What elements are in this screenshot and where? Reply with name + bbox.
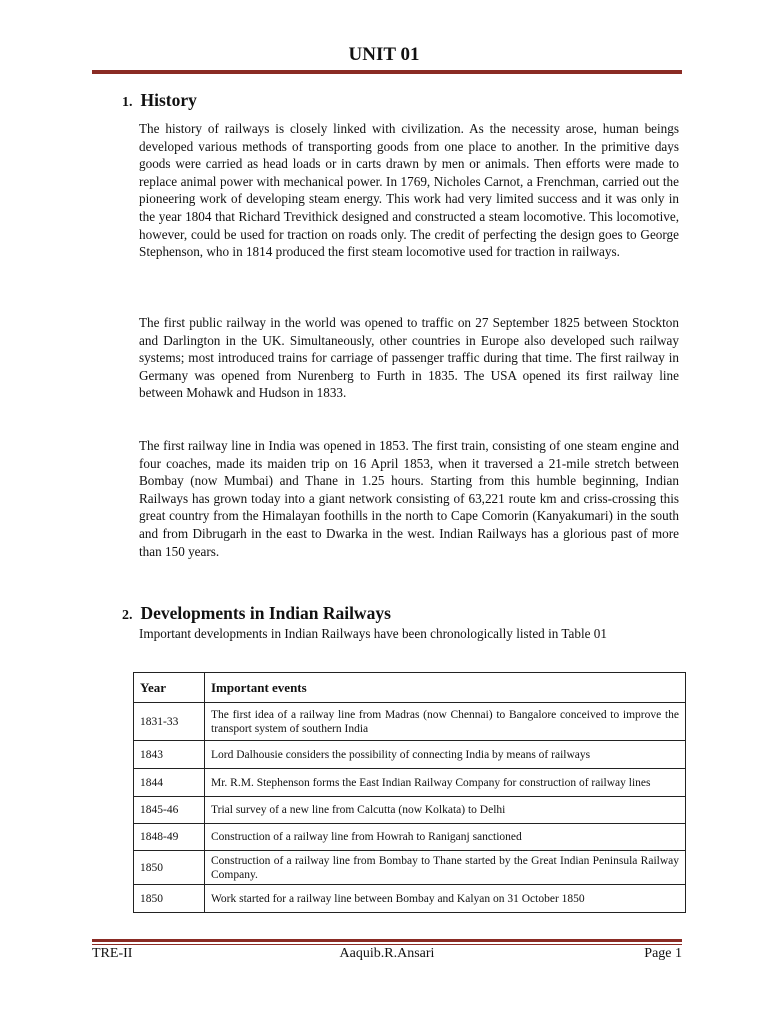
table-cell-year: 1845-46 [134, 797, 205, 824]
table-cell-year: 1844 [134, 769, 205, 797]
page-title: UNIT 01 [348, 44, 420, 65]
section-title: Developments in Indian Railways [140, 603, 391, 623]
table-row [134, 824, 686, 851]
table-cell-year: 1848-49 [134, 824, 205, 851]
section-number: 1. [122, 95, 133, 110]
header-rule [92, 68, 682, 74]
table-header-events: Important events [205, 673, 686, 703]
section-title: History [140, 90, 197, 110]
events-table [133, 672, 686, 913]
developments-intro: Important developments in Indian Railways have been chronologically listed in Table 01 [139, 626, 607, 641]
table-cell-year: 1850 [134, 851, 205, 885]
table-row [134, 885, 686, 913]
section-number: 2. [122, 608, 133, 623]
table-row [134, 703, 686, 741]
footer-course: TRE-II [92, 946, 133, 961]
table-cell-year: 1850 [134, 885, 205, 913]
table-cell-event: Lord Dalhousie considers the possibility of connecting India by means of railways [205, 741, 686, 769]
table-row [134, 769, 686, 797]
table-row [134, 851, 686, 885]
section-heading-history [122, 90, 197, 111]
table-cell-event: Mr. R.M. Stephenson forms the East Indian Railway Company for construction of railway lines [205, 769, 686, 797]
table-cell-year: 1843 [134, 741, 205, 769]
history-paragraph-2: The first public railway in the world was opened to traffic on 27 September 1825 between Stockton and Darlington in the UK. Simultaneously, other countries in Europe also developed such railway systems; most introduced trains for carriage of passenger traffic during that time. The first railway in Germany was opened from Nurenberg to Furth in 1835. The USA opened its first railway line between Mohawk and Hudson in 1833. [139, 315, 679, 401]
footer-page-number: Page 1 [644, 946, 682, 961]
table-header-year: Year [134, 673, 205, 703]
history-paragraph-1: The history of railways is closely linked with civilization. As the necessity arose, human beings developed various methods of transporting goods from one place to another. In the primitive days goods were carried as head loads or in carts drawn by men or animals. Then efforts were made to replace animal power with mechanical power. In 1769, Nicholes Carnot, a Frenchman, carried out the pioneering work of developing steam energy. This work had very limited success and it was only in the year 1804 that Richard Trevithick designed and constructed a steam locomotive. This locomotive, however, could be used for traction on roads only. The credit of perfecting the design goes to George Stephenson, who in 1814 produced the first steam locomotive used for traction in railways. [139, 121, 679, 260]
table-cell-event: Work started for a railway line between Bombay and Kalyan on 31 October 1850 [205, 885, 686, 913]
footer-author: Aaquib.R.Ansari [339, 946, 435, 961]
table-row [134, 741, 686, 769]
table-cell-event: Construction of a railway line from Howrah to Raniganj sanctioned [205, 824, 686, 851]
history-paragraph-3: The first railway line in India was opened in 1853. The first train, consisting of one steam engine and four coaches, made its maiden trip on 16 April 1853, when it traversed a 21-mile stretch between Bombay (now Mumbai) and Thane in 1.25 hours. Starting from this humble beginning, Indian Railways has grown today into a giant network consisting of 63,221 route km and criss-crossing this great country from the Himalayan foothills in the north to Cape Comorin (Kanyakumari) in the south and from Dibrugarh in the east to Dwarka in the west. Indian Railways has a glorious past of more than 150 years. [139, 438, 679, 559]
section-heading-developments [122, 603, 391, 624]
table-cell-event: Construction of a railway line from Bombay to Thane started by the Great Indian Peninsula Railway Company. [205, 851, 686, 885]
footer-rule [92, 939, 682, 945]
table-row [134, 797, 686, 824]
table-cell-year: 1831-33 [134, 703, 205, 741]
table-header-row [134, 673, 686, 703]
table-cell-event: The first idea of a railway line from Madras (now Chennai) to Bangalore conceived to improve the transport system of southern India [205, 703, 686, 741]
table-cell-event: Trial survey of a new line from Calcutta (now Kolkata) to Delhi [205, 797, 686, 824]
